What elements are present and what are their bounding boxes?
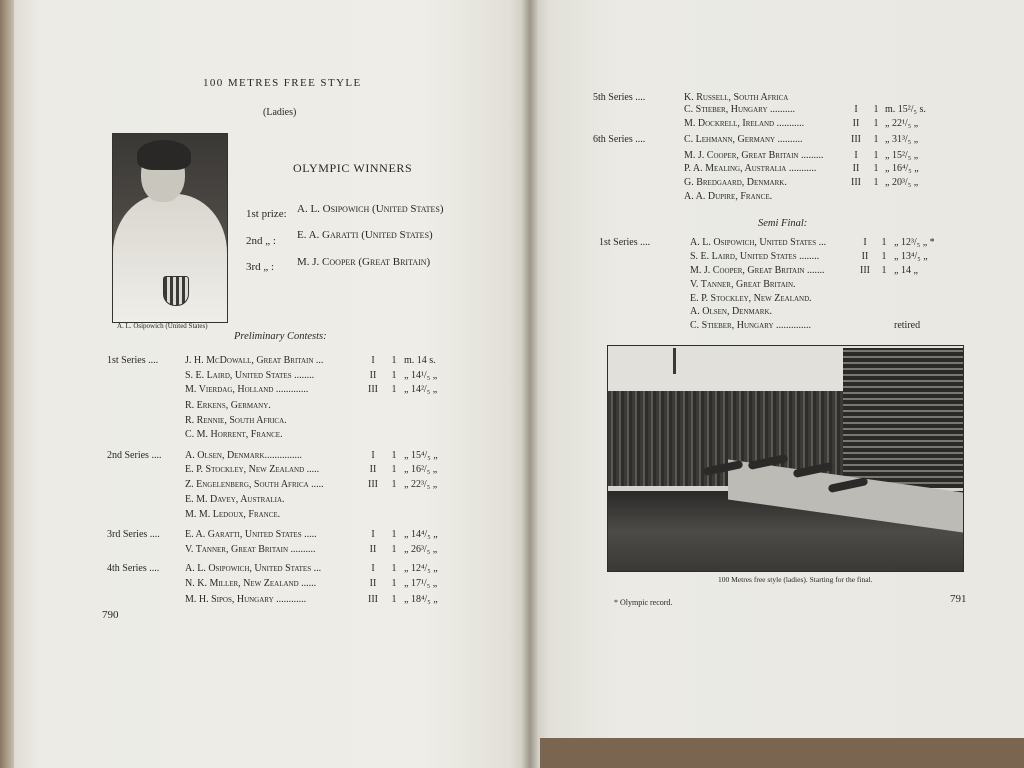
result-time: „ 17¹/₅ „ (404, 578, 438, 589)
heat-number: II (852, 163, 860, 174)
series-label: 3rd Series .... (107, 529, 160, 540)
result-row (107, 354, 467, 368)
result-row (599, 305, 969, 319)
winner-1-name: A. L. Osipowich (United States) (297, 203, 444, 215)
competitor-name: M. Vierdag, Holland ............. (185, 384, 309, 395)
result-time: retired (894, 320, 921, 331)
result-time: „ 14¹/₅ „ (404, 370, 438, 381)
place-number: 1 (873, 177, 879, 188)
semi-final-heading: Semi Final: (758, 218, 808, 229)
place-number: 1 (873, 134, 879, 145)
place-number: 1 (391, 450, 397, 461)
heat-number: III (860, 265, 870, 276)
result-row (107, 369, 467, 383)
result-time: „ 16²/₅ „ (404, 464, 438, 475)
heat-number: II (852, 118, 860, 129)
pool-photo-caption: 100 Metres free style (ladies). Starting for the final. (718, 575, 873, 584)
result-time: „ 14⁴/₅ „ (404, 529, 438, 540)
desk-surface (540, 738, 1024, 768)
result-time: „ 12⁴/₅ „ (404, 563, 438, 574)
heat-number: I (371, 450, 375, 461)
shield-badge-icon (163, 276, 189, 306)
result-time: m. 15²/₅ s. (885, 104, 926, 115)
competitor-name: A. A. Dupire, France. (684, 191, 773, 202)
competitor-name: J. H. McDowall, Great Britain ... (185, 355, 324, 366)
result-time: „ 22³/₅ „ (404, 479, 438, 490)
result-time: „ 15²/₅ „ (885, 150, 919, 161)
competitor-name: Z. Engelenberg, South Africa ..... (185, 479, 324, 490)
result-row (107, 428, 467, 442)
page-number-left: 790 (102, 609, 119, 621)
place-number: 1 (391, 464, 397, 475)
competitor-name: M. J. Cooper, Great Britain ......... (684, 150, 824, 161)
heat-number: I (371, 529, 375, 540)
place-number: 1 (873, 163, 879, 174)
result-time: „ 14 „ (894, 265, 918, 276)
result-time: „ 14²/₅ „ (404, 384, 438, 395)
book-edge (0, 0, 14, 768)
result-row (599, 278, 969, 292)
place-number: 1 (391, 563, 397, 574)
place-number: 1 (391, 578, 397, 589)
result-row (107, 493, 467, 507)
competitor-name: E. A. Garatti, United States ..... (185, 529, 317, 540)
winner-2-label: 2nd „ : (246, 235, 276, 247)
winner-3-label: 3rd „ : (246, 261, 275, 273)
result-row (107, 399, 467, 413)
competitor-name: C. Lehmann, Germany .......... (684, 134, 803, 145)
winners-heading: OLYMPIC WINNERS (293, 161, 413, 175)
competitor-name: C. Stieber, Hungary .............. (690, 320, 812, 331)
heat-number: I (371, 563, 375, 574)
result-row (107, 463, 467, 477)
heat-number: III (368, 479, 378, 490)
heat-number: II (369, 578, 377, 589)
heat-number: II (369, 464, 377, 475)
page-number-right: 791 (950, 593, 967, 605)
book-spine (522, 0, 538, 768)
place-number: 1 (391, 384, 397, 395)
result-time: „ 26³/₅ „ (404, 544, 438, 555)
competitor-name: C. M. Horrent, France. (185, 429, 283, 440)
competitor-name: E. P. Stockley, New Zealand ..... (185, 464, 320, 475)
competitor-name: A. Olsen, Denmark............... (185, 450, 302, 461)
competitor-name: E. P. Stockley, New Zealand. (690, 293, 812, 304)
competitor-name: P. A. Mealing, Australia ........... (684, 163, 817, 174)
competitor-name: A. L. Osipowich, United States ... (690, 237, 827, 248)
result-time: „ 20³/₅ „ (885, 177, 919, 188)
place-number: 1 (391, 479, 397, 490)
place-number: 1 (873, 150, 879, 161)
pool-start-photo (607, 345, 964, 572)
event-subtitle: (Ladies) (263, 107, 297, 118)
result-row (107, 449, 467, 463)
competitor-name: S. E. Laird, United States ........ (690, 251, 820, 262)
competitor-name: V. Tanner, Great Britain .......... (185, 544, 316, 555)
result-time: „ 15⁴/₅ „ (404, 450, 438, 461)
competitor-name: M. H. Sipos, Hungary ............ (185, 594, 307, 605)
result-row (599, 236, 969, 250)
result-row (107, 577, 467, 591)
result-row (599, 292, 969, 306)
result-time: „ 31³/₅ „ (885, 134, 919, 145)
heat-number: I (854, 150, 858, 161)
place-number: 1 (391, 355, 397, 366)
place-number: 1 (881, 237, 887, 248)
result-row (593, 162, 963, 176)
result-time: „ 22¹/₅ „ (885, 118, 919, 129)
series-label: 2nd Series .... (107, 450, 162, 461)
competitor-name: K. Russell, South Africa (684, 92, 789, 103)
competitor-name: A. L. Osipowich, United States ... (185, 563, 322, 574)
place-number: 1 (391, 594, 397, 605)
heat-number: III (851, 177, 861, 188)
preliminary-heading: Preliminary Contests: (234, 331, 327, 342)
result-row (593, 103, 963, 117)
competitor-name: G. Bredgaard, Denmark. (684, 177, 787, 188)
heat-number: III (368, 384, 378, 395)
place-number: 1 (391, 544, 397, 555)
heat-number: I (863, 237, 867, 248)
result-row (107, 478, 467, 492)
result-row (107, 543, 467, 557)
competitor-name: S. E. Laird, United States ........ (185, 370, 315, 381)
result-time: „ 18⁴/₅ „ (404, 594, 438, 605)
winner-2-name: E. A. Garatti (United States) (297, 229, 433, 241)
result-time: „ 12³/₅ „ * (894, 237, 935, 248)
place-number: 1 (391, 529, 397, 540)
competitor-name: C. Stieber, Hungary .......... (684, 104, 796, 115)
place-number: 1 (881, 251, 887, 262)
result-time: „ 13⁴/₅ „ (894, 251, 928, 262)
series-label: 1st Series .... (599, 237, 651, 248)
competitor-name: A. Olsen, Denmark. (690, 306, 772, 317)
result-row (107, 414, 467, 428)
competitor-name: V. Tanner, Great Britain. (690, 279, 796, 290)
result-row (107, 593, 467, 607)
series-label: 5th Series .... (593, 92, 646, 103)
heat-number: II (369, 370, 377, 381)
portrait-photo (112, 133, 228, 323)
result-row (107, 383, 467, 397)
place-number: 1 (873, 118, 879, 129)
heat-number: I (854, 104, 858, 115)
portrait-caption: A. L. Osipowich (United States) (117, 322, 208, 330)
series-label: 4th Series .... (107, 563, 160, 574)
series-label: 6th Series .... (593, 134, 646, 145)
result-row (593, 176, 963, 190)
result-row (599, 250, 969, 264)
result-row (593, 117, 963, 131)
winner-1-label: 1st prize: (246, 208, 287, 220)
place-number: 1 (391, 370, 397, 381)
heat-number: III (368, 594, 378, 605)
result-row (599, 319, 969, 333)
heat-number: I (371, 355, 375, 366)
competitor-name: M. Dockrell, Ireland ........... (684, 118, 805, 129)
result-row (593, 133, 963, 147)
competitor-name: R. Erkens, Germany. (185, 400, 271, 411)
result-row (599, 264, 969, 278)
event-title: 100 METRES FREE STYLE (203, 77, 362, 89)
heat-number: II (861, 251, 869, 262)
competitor-name: M. J. Cooper, Great Britain ....... (690, 265, 825, 276)
olympic-record-footnote: * Olympic record. (614, 598, 673, 607)
competitor-name: E. M. Davey, Australia. (185, 494, 285, 505)
result-row (593, 149, 963, 163)
heat-number: III (851, 134, 861, 145)
place-number: 1 (881, 265, 887, 276)
competitor-name: R. Rennie, South Africa. (185, 415, 287, 426)
result-time: „ 16⁴/₅ „ (885, 163, 919, 174)
winner-3-name: M. J. Cooper (Great Britain) (297, 256, 431, 268)
result-row (107, 508, 467, 522)
competitor-name: M. M. Ledoux, France. (185, 509, 281, 520)
result-time: m. 14 s. (404, 355, 436, 366)
place-number: 1 (873, 104, 879, 115)
result-row (593, 190, 963, 204)
result-row (107, 562, 467, 576)
competitor-name: N. K. Miller, New Zealand ...... (185, 578, 317, 589)
result-row (107, 528, 467, 542)
heat-number: II (369, 544, 377, 555)
series-label: 1st Series .... (107, 355, 159, 366)
